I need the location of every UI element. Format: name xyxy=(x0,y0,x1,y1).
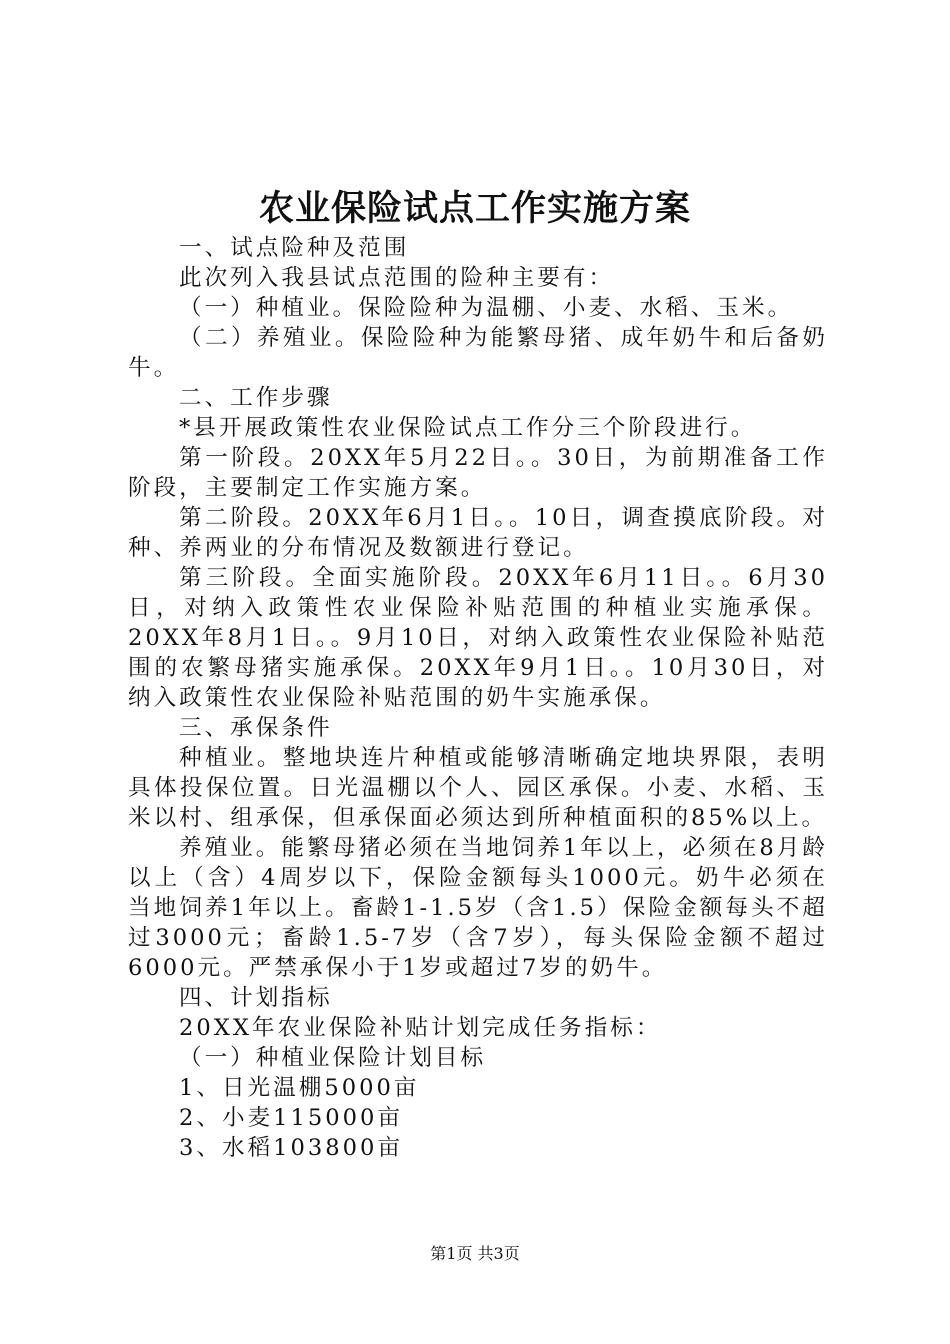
paragraph: 二、工作步骤 xyxy=(179,385,333,411)
document-body xyxy=(128,233,828,1163)
paragraph: 种植业。整地块连片种植或能够清晰确定地块界限，表明具体投保位置。日光温棚以个人、园区承保。小麦、水稻、玉米以村、组承保，但承保面必须达到所种植面积的85%以上。 xyxy=(128,745,828,831)
paragraph: 三、承保条件 xyxy=(179,715,333,741)
document-title: 农业保险试点工作实施方案 xyxy=(258,188,691,229)
paragraph: 第一阶段。20XX年5月22日。。30日，为前期准备工作阶段，主要制定工作实施方案。 xyxy=(128,445,828,501)
paragraph: *县开展政策性农业保险试点工作分三个阶段进行。 xyxy=(179,415,757,441)
paragraph: 第二阶段。20XX年6月1日。。10日，调查摸底阶段。对种、养两业的分布情况及数额进行登记。 xyxy=(128,505,828,561)
paragraph: 3、水稻103800亩 xyxy=(179,1135,403,1161)
paragraph: 1、日光温棚5000亩 xyxy=(179,1075,420,1101)
page-number-footer: 第1页 共3页 xyxy=(430,1244,520,1263)
paragraph: 20XX年农业保险补贴计划完成任务指标： xyxy=(179,1015,662,1041)
paragraph: 第三阶段。全面实施阶段。20XX年6月11日。。6月30日，对纳入政策性农业保险补贴范围的种植业实施承保。20XX年8月1日。。9月10日，对纳入政策性农业保险补贴范围的农繁母猪实施承保。20XX年9月1日。。10月30日，对纳入政策性农业保险补贴范围的奶牛实施承保。 xyxy=(128,565,828,711)
paragraph: 四、计划指标 xyxy=(179,985,333,1011)
paragraph: （一）种植业。保险险种为温棚、小麦、水稻、玉米。 xyxy=(179,295,794,321)
paragraph: 此次列入我县试点范围的险种主要有： xyxy=(179,265,615,291)
paragraph: （二）养殖业。保险险种为能繁母猪、成年奶牛和后备奶牛。 xyxy=(128,325,828,381)
paragraph: （一）种植业保险计划目标 xyxy=(179,1045,487,1071)
paragraph: 养殖业。能繁母猪必须在当地饲养1年以上，必须在8月龄以上（含）4周岁以下，保险金额每头1000元。奶牛必须在当地饲养1年以上。畜龄1-1.5岁（含1.5）保险金额每头不超过3000元；畜龄1.5-7岁（含7岁），每头保险金额不超过6000元。严禁承保小于1岁或超过7岁的奶牛。 xyxy=(128,835,828,981)
paragraph: 2、小麦115000亩 xyxy=(179,1105,403,1131)
paragraph: 一、试点险种及范围 xyxy=(179,235,410,261)
